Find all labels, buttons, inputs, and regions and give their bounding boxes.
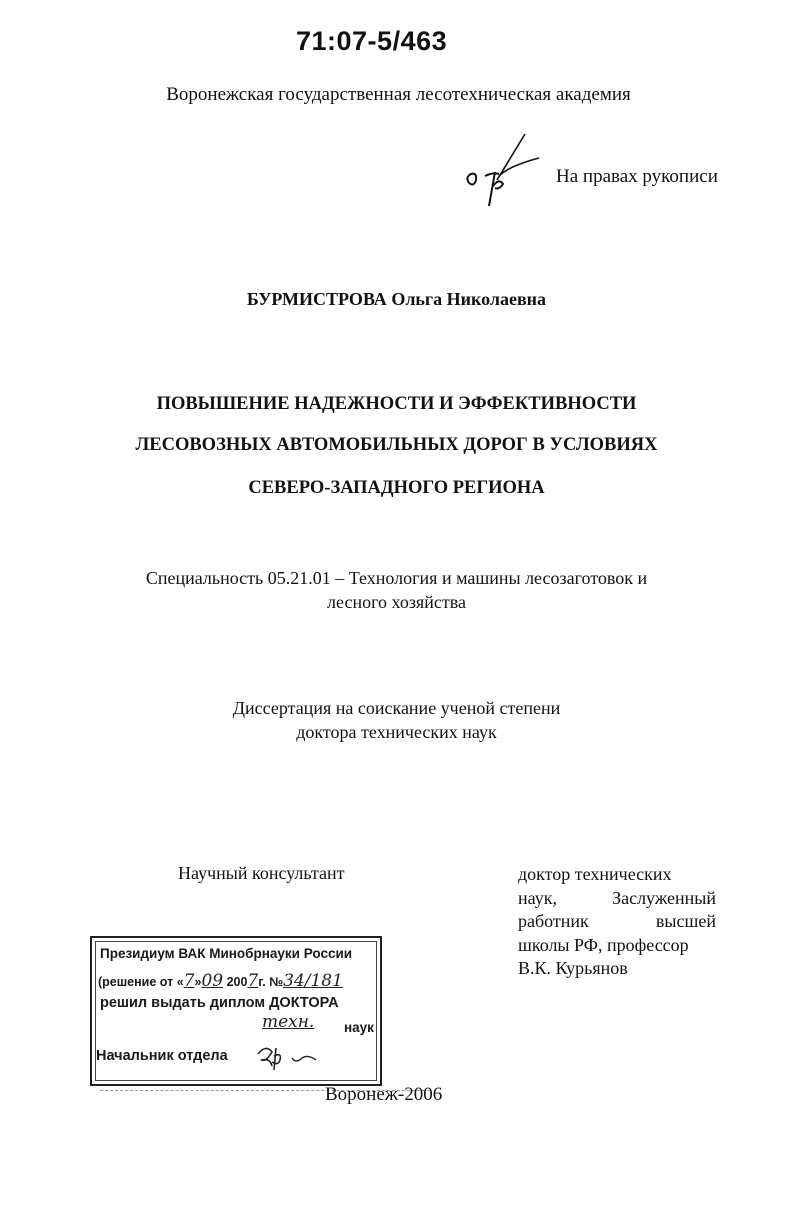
vak-stamp [90, 936, 382, 1086]
signature-mark [455, 128, 545, 213]
consultant-info [518, 863, 716, 981]
thesis-line-2: доктора технических наук [296, 722, 497, 742]
thesis-line-1: Диссертация на соискание ученой степени [232, 698, 561, 718]
title-line-1: ПОВЫШЕНИЕ НАДЕЖНОСТИ И ЭФФЕКТИВНОСТИ [156, 394, 637, 414]
specialty-line-1: Специальность 05.21.01 – Технология и машины лесозаготовок и [145, 568, 648, 588]
author-name [0, 289, 793, 310]
specialty [0, 566, 793, 614]
stamp-head-label: Начальник отдела [96, 1048, 228, 1064]
stamp-decision-prefix: (решение от « [98, 975, 184, 989]
author-surname: БУРМИСТРОВА [246, 289, 387, 309]
thesis-degree [0, 696, 793, 744]
stamp-number: 34/181 [283, 971, 343, 991]
consultant-line-3: работник высшей [518, 911, 716, 931]
rights-note: На правах рукописи [556, 166, 718, 187]
consultant-line-5: В.К. Курьянов [518, 958, 628, 978]
author-given-names: Ольга Николаевна [391, 289, 547, 309]
stamp-science-suffix: наук [344, 1020, 374, 1035]
consultant-line-4: школы РФ, профессор [518, 934, 689, 955]
stamp-year-suffix: 7 [247, 971, 259, 991]
title-line-3: СЕВЕРО-ЗАПАДНОГО РЕГИОНА [248, 478, 545, 498]
stamp-year-label: г. № [258, 975, 284, 989]
stamp-line-3: решил выдать диплом ДОКТОРА [100, 995, 339, 1011]
consultant-label: Научный консультант [178, 863, 345, 883]
title-line-2: ЛЕСОВОЗНЫХ АВТОМОБИЛЬНЫХ ДОРОГ В УСЛОВИЯХ [135, 435, 658, 455]
institution-name: Воронежская государственная лесотехническая академия [166, 84, 631, 105]
specialty-line-2: лесного хозяйства [327, 592, 466, 612]
city-year: Воронеж-2006 [325, 1084, 443, 1105]
stamp-day: 7 [183, 971, 195, 991]
stamp-line-1: Президиум ВАК Минобрнауки России [100, 946, 353, 961]
stamp-month: 09 [201, 971, 224, 991]
stamp-signature [252, 1042, 372, 1072]
stamp-year-prefix: 200 [226, 975, 248, 989]
stamp-science-field: техн. [262, 1012, 315, 1032]
consultant-line-2: наук, Заслуженный [518, 887, 716, 908]
catalog-number: 71:07-5/463 [296, 26, 448, 56]
stamp-decision: (решение от «7»09 2007г. №34/181 [98, 971, 343, 991]
stamp-science [262, 1012, 314, 1032]
consultant-line-1: доктор технических [518, 864, 672, 884]
